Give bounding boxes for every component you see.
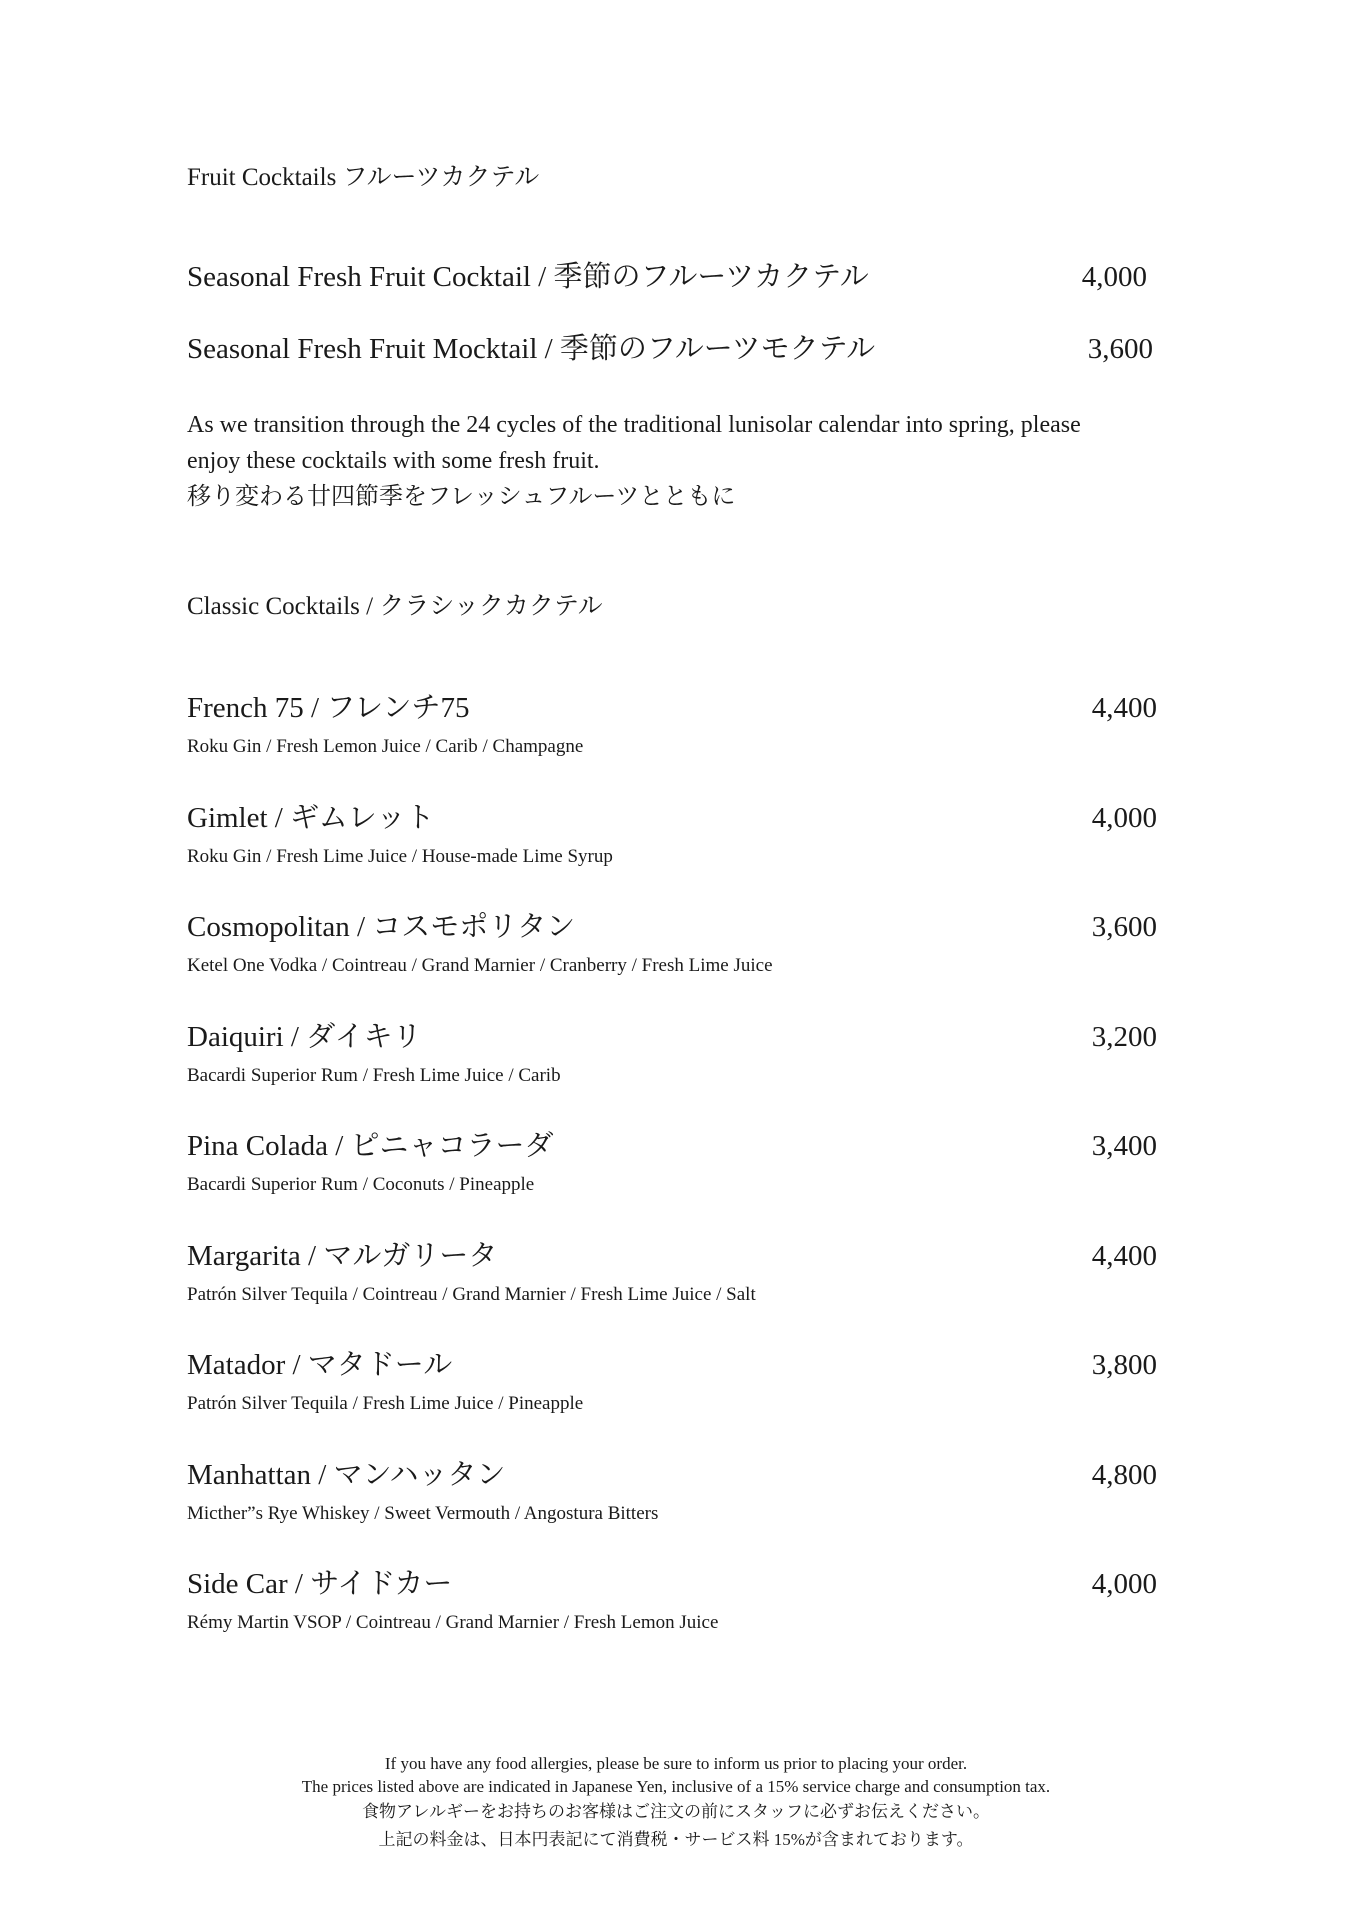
menu-item-ingredients: Rémy Martin VSOP / Cointreau / Grand Marnier / Fresh Lemon Juice [187, 1612, 719, 1633]
menu-item-ingredients: Ketel One Vodka / Cointreau / Grand Marnier / Cranberry / Fresh Lime Juice [187, 955, 773, 976]
menu-item-name: Pina Colada / ピニャコラーダ [187, 1130, 554, 1162]
menu-item [187, 1128, 1157, 1195]
menu-item-ingredients: Patrón Silver Tequila / Cointreau / Grand Marnier / Fresh Lime Juice / Salt [187, 1284, 756, 1305]
menu-item [187, 1566, 1157, 1633]
menu-item [187, 1457, 1157, 1524]
fruit-cocktails-heading: Fruit Cocktails フルーツカクテル [187, 164, 540, 191]
menu-item-price: 3,600 [1091, 911, 1157, 943]
menu-item-ingredients: Micther”s Rye Whiskey / Sweet Vermouth / Angostura Bitters [187, 1503, 659, 1524]
menu-item [187, 1238, 1157, 1305]
menu-item-name: Margarita / マルガリータ [187, 1240, 498, 1272]
menu-item-price: 4,800 [1091, 1459, 1157, 1491]
menu-item [187, 1019, 1157, 1086]
menu-item-price: 4,400 [1091, 1240, 1157, 1272]
menu-item-name: Cosmopolitan / コスモポリタン [187, 911, 576, 943]
menu-item [187, 909, 1157, 976]
note-line: enjoy these cocktails with some fresh fruit. [187, 448, 600, 474]
footer-line: If you have any food allergies, please be sure to inform us prior to placing your order. [384, 1754, 968, 1773]
menu-item-name: Seasonal Fresh Fruit Cocktail / 季節のフルーツカクテル [187, 261, 869, 293]
menu-item [187, 331, 1157, 371]
menu-item-name: Gimlet / ギムレット [187, 802, 435, 834]
menu-item [187, 259, 1157, 299]
footer-notice [0, 1752, 1352, 1854]
menu-item-name: Side Car / サイドカー [187, 1568, 453, 1600]
menu-item-ingredients: Bacardi Superior Rum / Fresh Lime Juice / Carib [187, 1065, 561, 1086]
menu-item-price: 4,000 [1091, 802, 1157, 834]
menu-item-ingredients: Bacardi Superior Rum / Coconuts / Pineapple [187, 1174, 535, 1195]
menu-item-ingredients: Roku Gin / Fresh Lemon Juice / Carib / Champagne [187, 736, 584, 757]
note-line: As we transition through the 24 cycles of the traditional lunisolar calendar into spring, please [187, 412, 1081, 438]
menu-item-price: 4,400 [1091, 692, 1157, 724]
footer-line-jp: 上記の料金は、日本円表記にて消費税・サービス料 15%が含まれております。 [378, 1830, 974, 1849]
menu-item-ingredients: Patrón Silver Tequila / Fresh Lime Juice / Pineapple [187, 1393, 584, 1414]
menu-item-name: Daiquiri / ダイキリ [187, 1021, 422, 1053]
menu-item-price: 3,200 [1091, 1021, 1157, 1053]
menu-item-name: French 75 / フレンチ75 [187, 692, 470, 724]
menu-item-ingredients: Roku Gin / Fresh Lime Juice / House-made Lime Syrup [187, 846, 613, 867]
menu-item [187, 800, 1157, 867]
menu-item-price: 3,600 [1087, 333, 1153, 365]
menu-item-price: 4,000 [1081, 261, 1147, 293]
footer-line: The prices listed above are indicated in Japanese Yen, inclusive of a 15% service charge and consumption tax. [301, 1777, 1051, 1796]
menu-item-name: Seasonal Fresh Fruit Mocktail / 季節のフルーツモクテル [187, 333, 876, 365]
menu-item-price: 3,400 [1091, 1130, 1157, 1162]
classic-cocktails-heading: Classic Cocktails / クラシックカクテル [187, 593, 603, 620]
footer-line-jp: 食物アレルギーをお持ちのお客様はご注文の前にスタッフに必ずお伝えください。 [362, 1802, 990, 1821]
note-line: 移り変わる廿四節季をフレッシュフルーツとともに [187, 484, 736, 510]
menu-item [187, 690, 1157, 757]
fruit-cocktails-note [187, 407, 1157, 515]
menu-item-name: Matador / マタドール [187, 1349, 453, 1381]
menu-item [187, 1347, 1157, 1414]
menu-item-price: 3,800 [1091, 1349, 1157, 1381]
menu-item-price: 4,000 [1091, 1568, 1157, 1600]
menu-item-name: Manhattan / マンハッタン [187, 1459, 506, 1491]
